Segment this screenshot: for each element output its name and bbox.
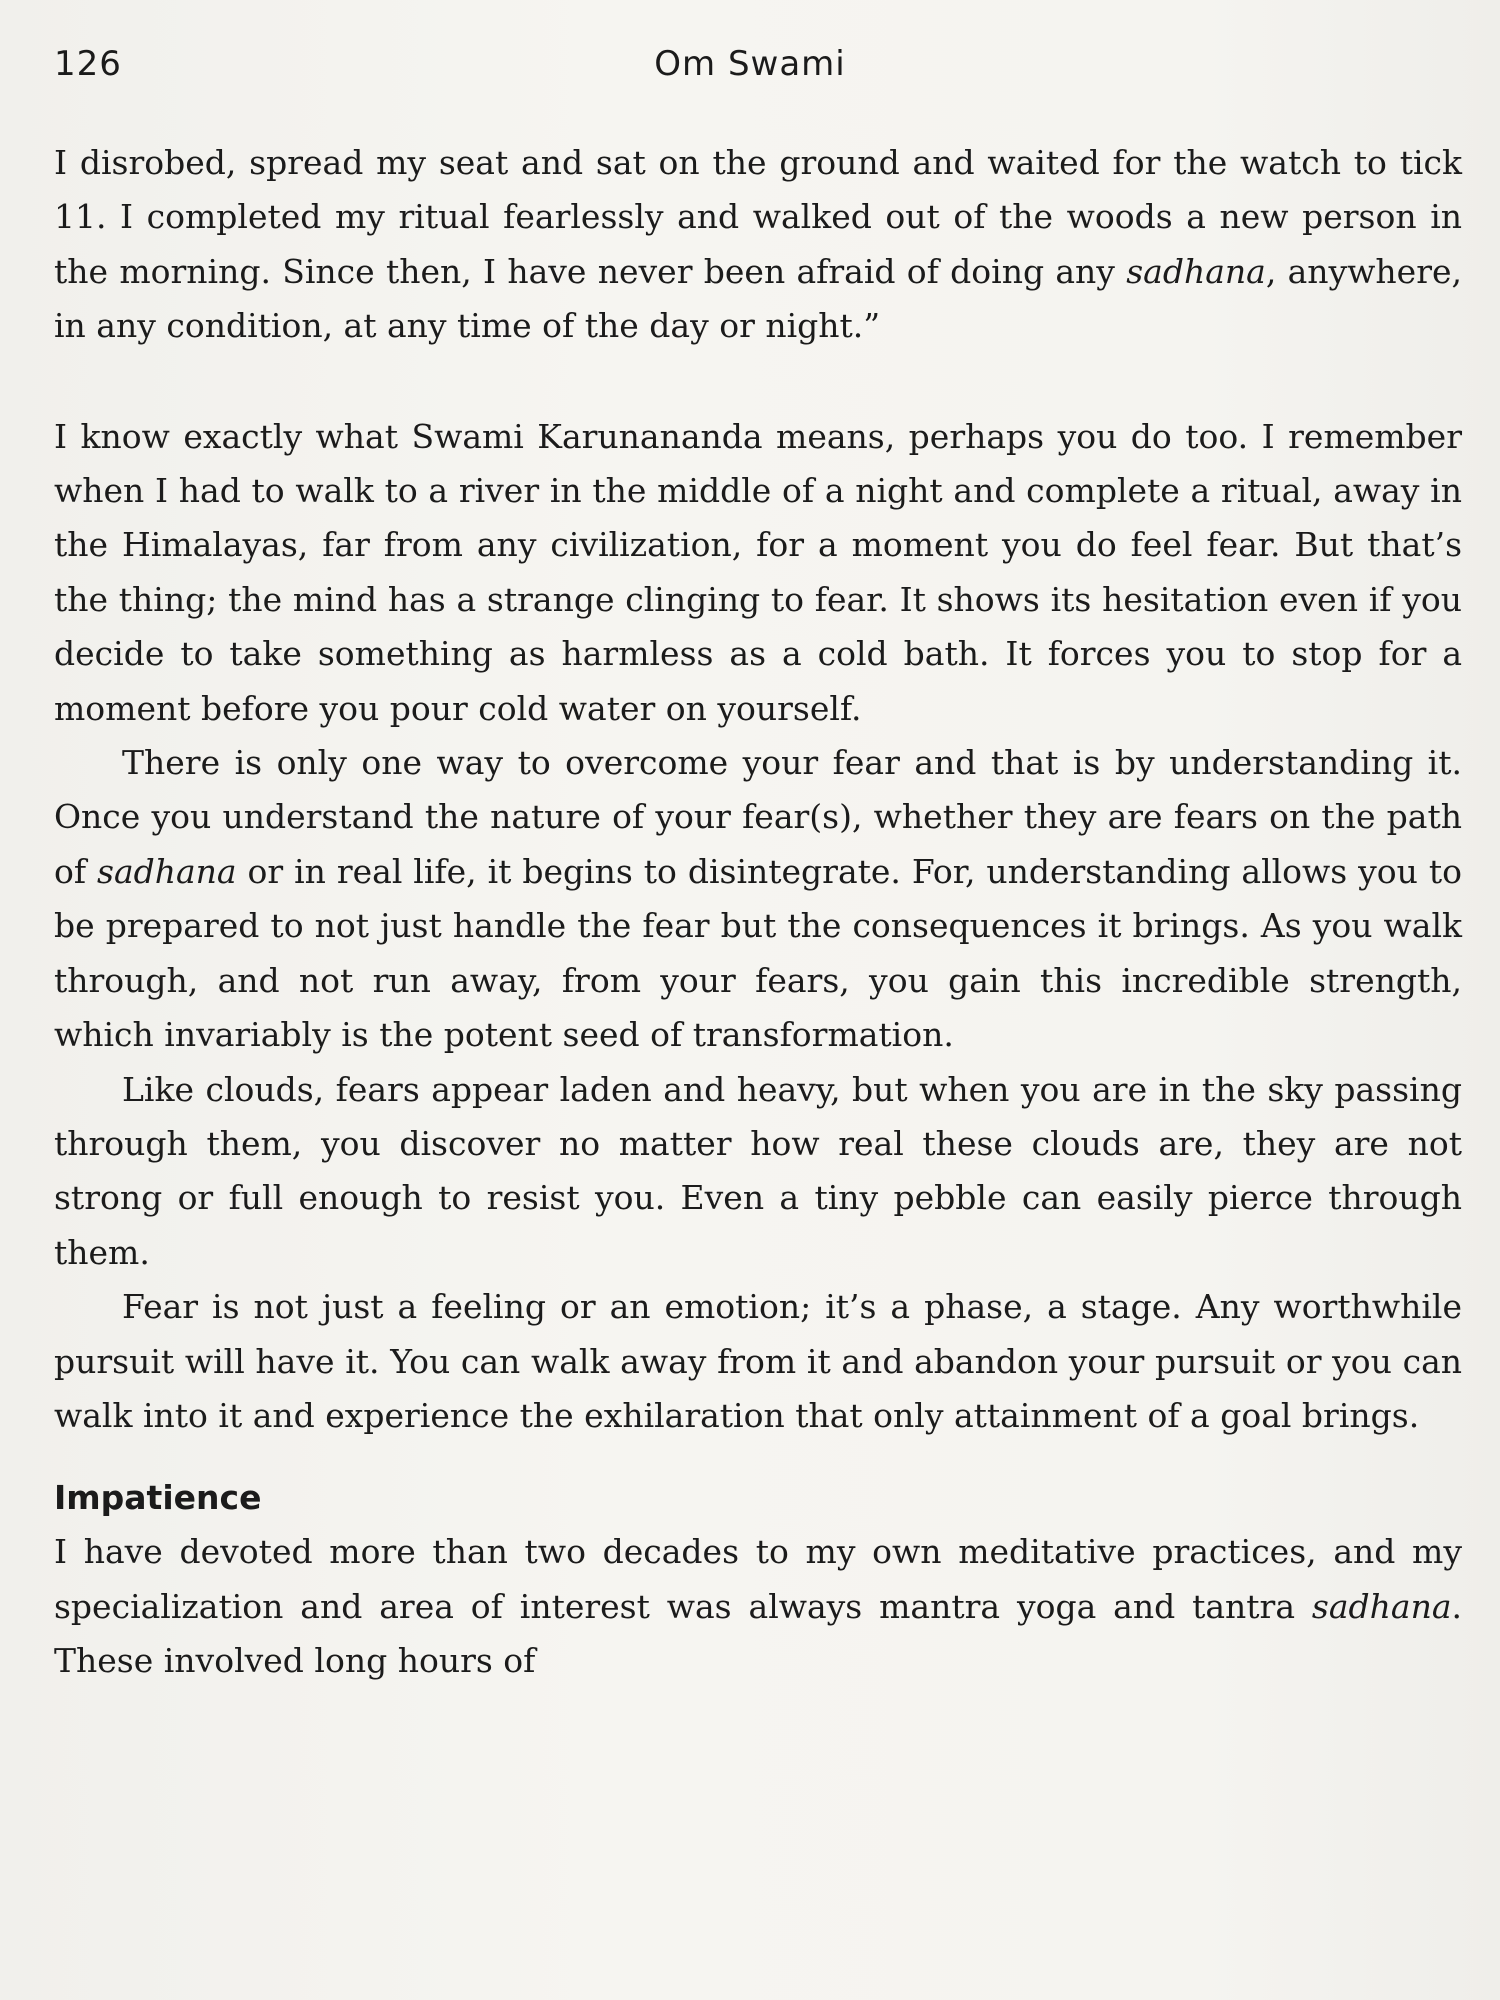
section-gap bbox=[54, 1443, 1462, 1471]
paragraph-clouds: Like clouds, fears appear laden and heavy, but when you are in the sky passing through them, you discover no matter how real these clouds are, they are not strong or full enough to resist you. Even a tiny pebble can easily pierce through them. bbox=[54, 1069, 1462, 1272]
page-header bbox=[52, 38, 1448, 88]
paragraph-text: I have devoted more than two decades to my own meditative practices, and my specialization and area of interest was always mantra yoga and tantra bbox=[54, 1532, 1462, 1626]
paragraph-gap bbox=[54, 354, 1462, 410]
body-text bbox=[54, 136, 1462, 1689]
paragraph-text: There is only one way to overcome your fear and that is by understanding it. Once you understand the nature of your fear(s), whether they are fears on the path of bbox=[54, 743, 1462, 891]
paragraph-text: I disrobed, spread my seat and sat on the ground and waited for the watch to tick 11. I completed my ritual fearlessly and walked out of the woods a new person in the morning. Since then, I have never been afraid of doing any bbox=[54, 143, 1462, 291]
section-heading: Impatience bbox=[54, 1478, 262, 1518]
italic-term: sadhana bbox=[97, 851, 237, 891]
paragraph-impatience-intro bbox=[54, 1525, 1462, 1688]
paragraph-text: . These involved long hours of bbox=[54, 1586, 1462, 1681]
paragraph-fear-experience: I know exactly what Swami Karunananda means, perhaps you do too. I remember when I had to walk to a river in the middle of a night and complete a ritual, away in the Himalayas, far from any civilization, for a moment you do feel fear. But that’s the thing; the mind has a strange clinging to fear. It shows its hesitation even if you decide to take something as harmless as a cold bath. It forces you to stop for a moment before you pour cold water on yourself. bbox=[54, 416, 1462, 728]
paragraph-fear-phase: Fear is not just a feeling or an emotion; it’s a phase, a stage. Any worthwhile pursuit will have it. You can walk away from it and abandon your pursuit or you can walk into it and experience the exhilaration that only attainment of a goal brings. bbox=[54, 1287, 1462, 1435]
paragraph-ritual-conclusion bbox=[54, 136, 1462, 354]
italic-term: sadhana bbox=[1126, 251, 1266, 291]
running-head: Om Swami bbox=[654, 44, 846, 84]
page-number: 126 bbox=[54, 44, 122, 84]
paragraph-text: or in real life, it begins to disintegrate. For, understanding allows you to be prepared to not just handle the fear but the consequences it brings. As you walk through, and not run away, from your fears, you gain this incredible strength, which invariably is the potent seed of transformation. bbox=[54, 851, 1462, 1055]
paragraph-overcome-fear bbox=[54, 736, 1462, 1062]
italic-term: sadhana bbox=[1311, 1586, 1452, 1626]
paragraph-text: , anywhere, in any condition, at any time of the day or night.” bbox=[54, 251, 1463, 346]
